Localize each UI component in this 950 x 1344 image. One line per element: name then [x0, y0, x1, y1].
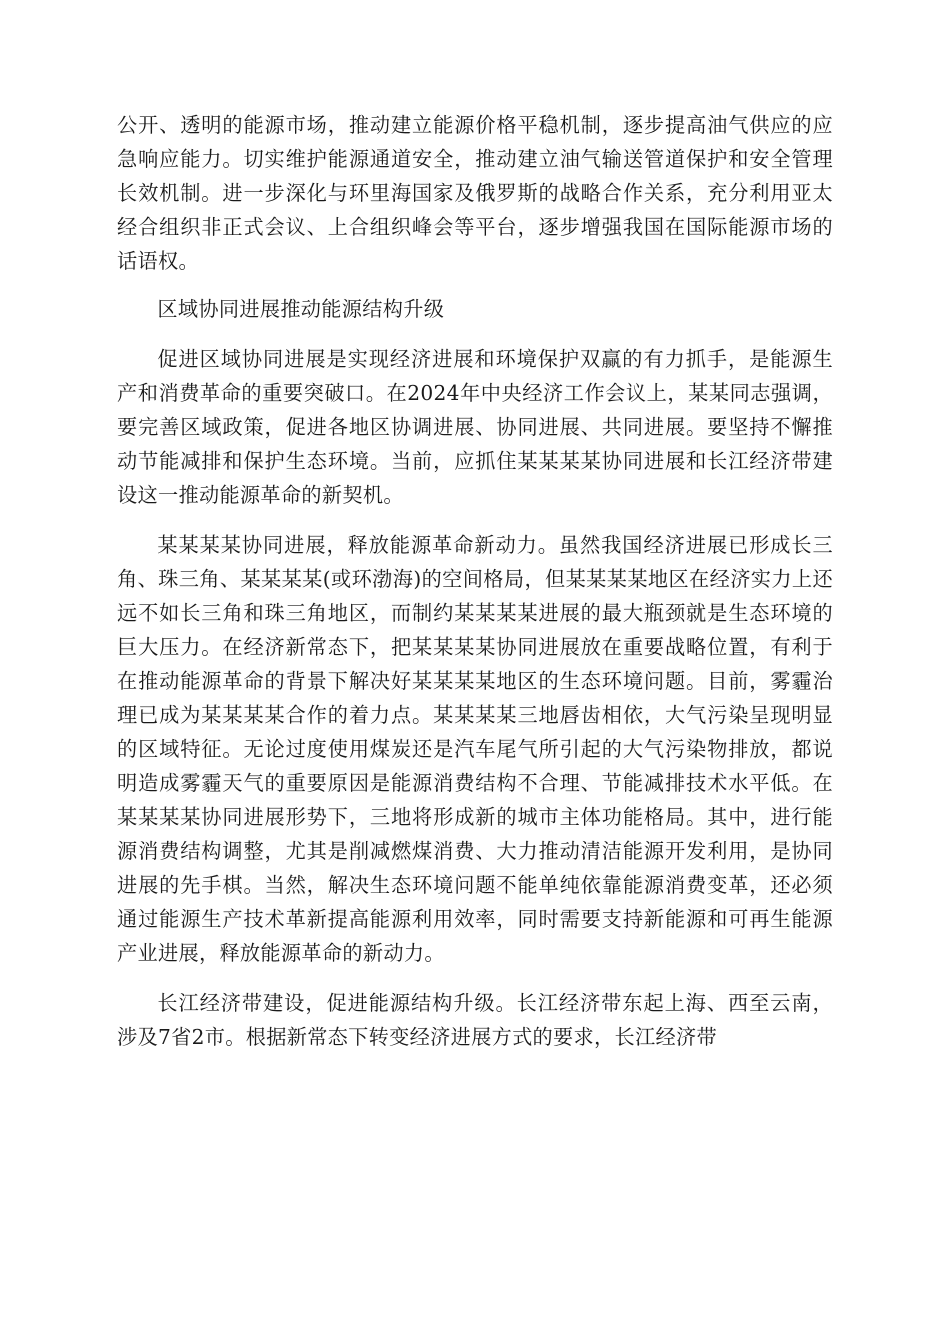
document-body [117, 108, 833, 1070]
body-paragraph: 某某某某协同进展，释放能源革命新动力。虽然我国经济进展已形成长三角、珠三角、某某某某(或环渤海)的空间格局，但某某某某地区在经济实力上还远不如长三角和珠三角地区，而制约某某某某进展的最大瓶颈就是生态环境的巨大压力。在经济新常态下，把某某某某协同进展放在重要战略位置，有利于在推动能源革命的背景下解决好某某某某地区的生态环境问题。目前，雾霾治理已成为某某某某合作的着力点。某某某某三地唇齿相依，大气污染呈现明显的区域特征。无论过度使用煤炭还是汽车尾气所引起的大气污染物排放，都说明造成雾霾天气的重要原因是能源消费结构不合理、节能减排技术水平低。在某某某某协同进展形势下，三地将形成新的城市主体功能格局。其中，进行能源消费结构调整，尤其是削减燃煤消费、大力推动清洁能源开发利用，是协同进展的先手棋。当然，解决生态环境问题不能单纯依靠能源消费变革，还必须通过能源生产技术革新提高能源利用效率，同时需要支持新能源和可再生能源产业进展，释放能源革命的新动力。 [117, 533, 833, 965]
body-paragraph: 长江经济带建设，促进能源结构升级。长江经济带东起上海、西至云南，涉及7省2市。根据新常态下转变经济进展方式的要求，长江经济带 [117, 991, 833, 1049]
continuation-paragraph: 公开、透明的能源市场，推动建立能源价格平稳机制，逐步提高油气供应的应急响应能力。切实维护能源通道安全，推动建立油气输送管道保护和安全管理长效机制。进一步深化与环里海国家及俄罗斯的战略合作关系，充分利用亚太经合组织非正式会议、上合组织峰会等平台，逐步增强我国在国际能源市场的话语权。 [117, 113, 833, 273]
section-heading: 区域协同进展推动能源结构升级 [157, 297, 445, 321]
body-paragraph: 促进区域协同进展是实现经济进展和环境保护双赢的有力抓手，是能源生产和消费革命的重要突破口。在2024年中央经济工作会议上，某某同志强调，要完善区域政策，促进各地区协调进展、协同进展、共同进展。要坚持不懈推动节能减排和保护生态环境。当前，应抓住某某某某协同进展和长江经济带建设这一推动能源革命的新契机。 [117, 347, 833, 507]
